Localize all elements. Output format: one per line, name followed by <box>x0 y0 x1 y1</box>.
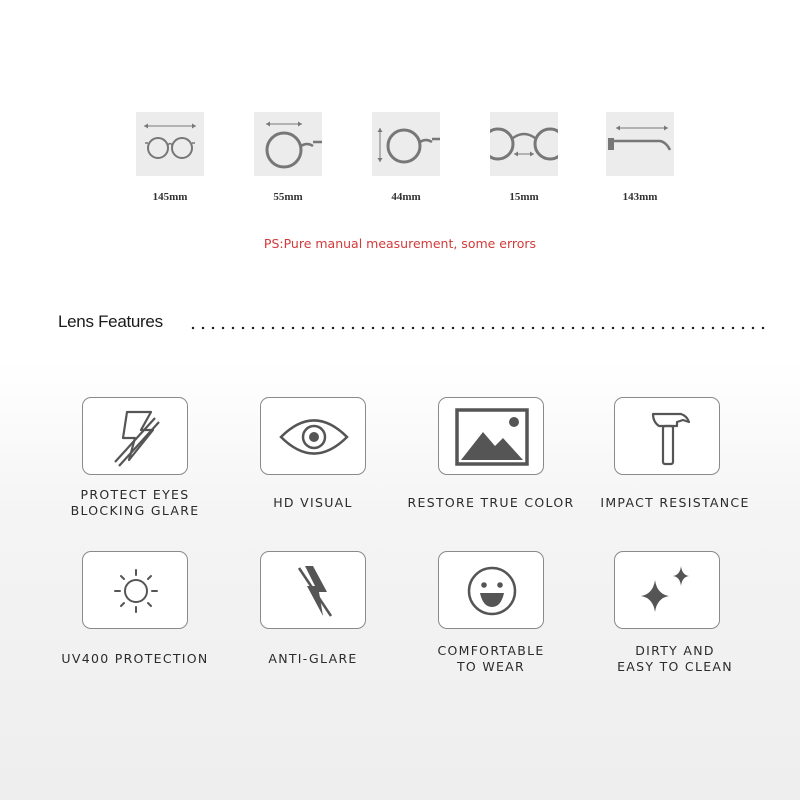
temple-length-label: 143mm <box>622 191 658 203</box>
lens-width-icon <box>254 112 322 176</box>
lens-height-icon <box>372 112 440 176</box>
frame-width-label: 145mm <box>152 191 188 203</box>
feature-label-restore-color: RESTORE TRUE COLOR <box>407 495 575 510</box>
section-title: Lens Features <box>58 312 163 331</box>
feature-label-easy-clean: DIRTY AND EASY TO CLEAN <box>617 643 733 674</box>
sparkle-icon <box>614 551 720 629</box>
lens-height-label: 44mm <box>391 191 421 203</box>
feature-label-protect-eyes: PROTECT EYES BLOCKING GLARE <box>70 487 200 518</box>
eye-icon <box>260 397 366 475</box>
section-divider <box>188 326 766 330</box>
bridge-width-label: 15mm <box>509 191 539 203</box>
feature-label-impact-resistance: IMPACT RESISTANCE <box>600 495 750 510</box>
bridge-width-icon <box>490 112 558 176</box>
smiley-icon <box>438 551 544 629</box>
hammer-icon <box>614 397 720 475</box>
frame-width-icon <box>136 112 204 176</box>
lens-width-label: 55mm <box>273 191 303 203</box>
feature-label-comfortable: COMFORTABLE TO WEAR <box>437 643 545 674</box>
feature-label-uv400: UV400 PROTECTION <box>61 651 209 666</box>
feature-label-anti-glare: ANTI-GLARE <box>268 651 358 666</box>
landscape-picture-icon <box>438 397 544 475</box>
anti-glare-icon <box>260 551 366 629</box>
feature-label-hd-visual: HD VISUAL <box>273 495 353 510</box>
measurement-note: PS:Pure manual measurement, some errors <box>263 236 537 251</box>
sun-icon <box>82 551 188 629</box>
glare-block-icon <box>82 397 188 475</box>
temple-length-icon <box>606 112 674 176</box>
